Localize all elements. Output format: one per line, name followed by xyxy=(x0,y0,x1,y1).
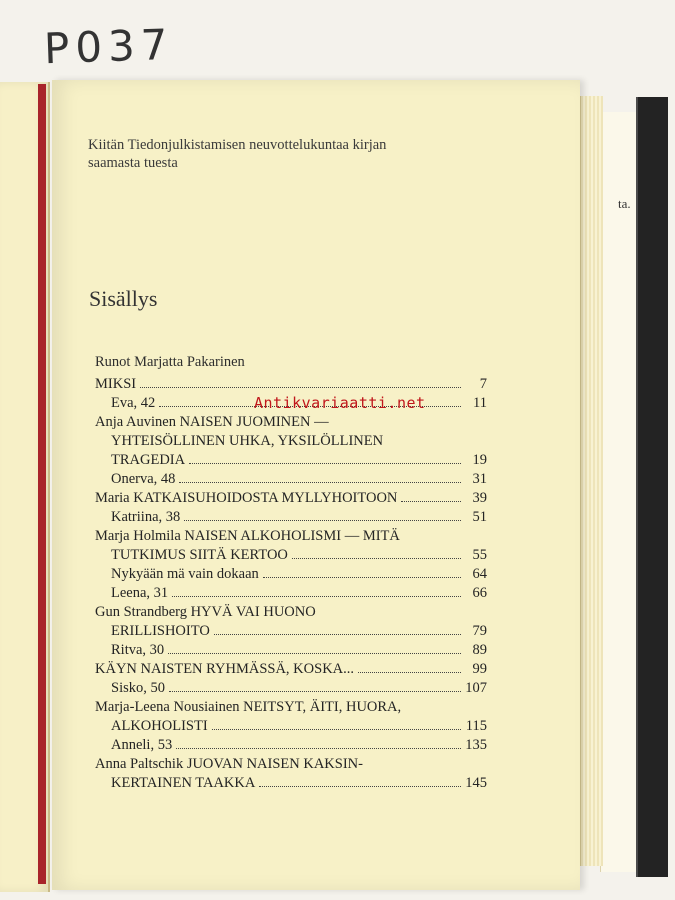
toc-page-number: 64 xyxy=(472,566,487,582)
toc-entry xyxy=(95,584,487,603)
toc-page-number: 145 xyxy=(465,775,487,791)
toc-entry-line xyxy=(95,527,487,546)
table-of-contents xyxy=(95,375,487,793)
toc-entry-text: Anja Auvinen NAISEN JUOMINEN — xyxy=(95,414,329,430)
toc-entry xyxy=(95,698,487,736)
left-spine-binding xyxy=(38,84,46,884)
toc-leader-dots xyxy=(401,500,461,502)
watermark: Antikvariaatti.net xyxy=(254,394,426,412)
toc-entry xyxy=(95,470,487,489)
toc-entry-text: YHTEISÖLLINEN UHKA, YKSILÖLLINEN xyxy=(111,433,384,449)
toc-entry-text: Leena, 31 xyxy=(111,585,169,601)
toc-entry-line xyxy=(95,603,487,622)
toc-entry-line xyxy=(111,641,487,660)
toc-page-number: 19 xyxy=(472,452,487,468)
handwritten-inventory-code: P037 xyxy=(43,19,175,74)
toc-entry-text: Ritva, 30 xyxy=(111,642,165,658)
toc-entry xyxy=(95,565,487,584)
page-edges xyxy=(580,96,603,866)
toc-entry-line xyxy=(111,584,487,603)
toc-entry xyxy=(95,603,487,641)
toc-page-number: 99 xyxy=(472,661,487,677)
toc-page-number: 39 xyxy=(472,490,487,506)
toc-page-number: 11 xyxy=(473,395,487,411)
toc-entry-line xyxy=(111,736,487,755)
toc-leader-dots xyxy=(176,747,461,749)
acknowledgement-line: Kiitän Tiedonjulkistamisen neuvottelukuntaa kirjan xyxy=(88,137,387,153)
contents-heading: Sisällys xyxy=(89,286,158,311)
toc-leader-dots xyxy=(179,481,461,483)
toc-entry-line xyxy=(95,546,487,565)
toc-leader-dots xyxy=(172,595,461,597)
toc-page-number: 107 xyxy=(465,680,487,696)
toc-entry-line xyxy=(95,413,487,432)
toc-leader-dots xyxy=(292,557,461,559)
toc-entry-text: ALKOHOLISTI xyxy=(111,718,208,734)
toc-entry-line xyxy=(95,774,487,793)
toc-entry-text: MIKSI xyxy=(95,376,137,392)
toc-page-number: 135 xyxy=(465,737,487,753)
toc-entry xyxy=(95,508,487,527)
toc-entry-text: Onerva, 48 xyxy=(111,471,176,487)
toc-page-number: 7 xyxy=(479,376,487,392)
poems-credit: Runot Marjatta Pakarinen xyxy=(95,354,245,370)
toc-entry-line xyxy=(95,717,487,736)
toc-page-number: 89 xyxy=(472,642,487,658)
toc-entry-line xyxy=(95,375,487,394)
toc-entry xyxy=(95,755,487,793)
toc-entry xyxy=(95,489,487,508)
toc-entry-line xyxy=(95,755,487,774)
toc-entry-line xyxy=(95,698,487,717)
toc-entry-line xyxy=(111,470,487,489)
toc-entry-text: TRAGEDIA xyxy=(111,452,186,468)
toc-entry-text: KERTAINEN TAAKKA xyxy=(111,775,256,791)
toc-entry-text: Maria KATKAISUHOIDOSTA MYLLYHOITOON xyxy=(95,490,398,506)
toc-entry-line xyxy=(95,489,487,508)
toc-entry-line xyxy=(111,565,487,584)
toc-entry-text: Anneli, 53 xyxy=(111,737,173,753)
toc-entry xyxy=(95,641,487,660)
toc-entry-text: Gun Strandberg HYVÄ VAI HUONO xyxy=(95,604,316,620)
toc-leader-dots xyxy=(140,386,461,388)
toc-entry-text: KÄYN NAISTEN RYHMÄSSÄ, KOSKA... xyxy=(95,661,355,677)
toc-page-number: 31 xyxy=(472,471,487,487)
toc-entry-text: Eva, 42 xyxy=(111,395,156,411)
toc-entry xyxy=(95,375,487,394)
toc-page-number: 66 xyxy=(472,585,487,601)
toc-entry-text: Marja-Leena Nousiainen NEITSYT, ÄITI, HUORA, xyxy=(95,699,402,715)
toc-page-number: 55 xyxy=(472,547,487,563)
toc-leader-dots xyxy=(184,519,461,521)
toc-leader-dots xyxy=(214,633,461,635)
black-cover-edge xyxy=(636,97,668,877)
toc-entry-line xyxy=(95,622,487,641)
acknowledgement-line: saamasta tuesta xyxy=(88,155,178,171)
toc-leader-dots xyxy=(259,785,461,787)
toc-leader-dots xyxy=(169,690,461,692)
toc-entry xyxy=(95,679,487,698)
toc-entry-line xyxy=(111,679,487,698)
toc-entry-line xyxy=(95,432,487,451)
toc-entry xyxy=(95,660,487,679)
underlying-page-fragment: ta. xyxy=(618,196,631,211)
toc-entry xyxy=(95,527,487,565)
acknowledgement xyxy=(88,136,488,172)
toc-leader-dots xyxy=(168,652,461,654)
toc-entry-text: ERILLISHOITO xyxy=(111,623,210,639)
toc-entry-line xyxy=(111,508,487,527)
toc-page-number: 79 xyxy=(472,623,487,639)
toc-page-number: 115 xyxy=(465,718,487,734)
toc-leader-dots xyxy=(263,576,461,578)
toc-entry-line xyxy=(95,451,487,470)
toc-entry xyxy=(95,736,487,755)
toc-entry-text: Sisko, 50 xyxy=(111,680,165,696)
toc-entry-text: Marja Holmila NAISEN ALKOHOLISMI — MITÄ xyxy=(95,528,400,544)
toc-leader-dots xyxy=(189,462,461,464)
toc-leader-dots xyxy=(358,671,461,673)
toc-entry xyxy=(95,413,487,470)
toc-leader-dots xyxy=(212,728,461,730)
toc-entry-text: Nykyään mä vain dokaan xyxy=(111,566,259,582)
toc-entry-text: Anna Paltschik JUOVAN NAISEN KAKSIN- xyxy=(95,756,363,772)
toc-page-number: 51 xyxy=(472,509,487,525)
toc-entry-text: TUTKIMUS SIITÄ KERTOO xyxy=(111,547,288,563)
toc-entry-text: Katriina, 38 xyxy=(111,509,181,525)
toc-entry-line xyxy=(95,660,487,679)
